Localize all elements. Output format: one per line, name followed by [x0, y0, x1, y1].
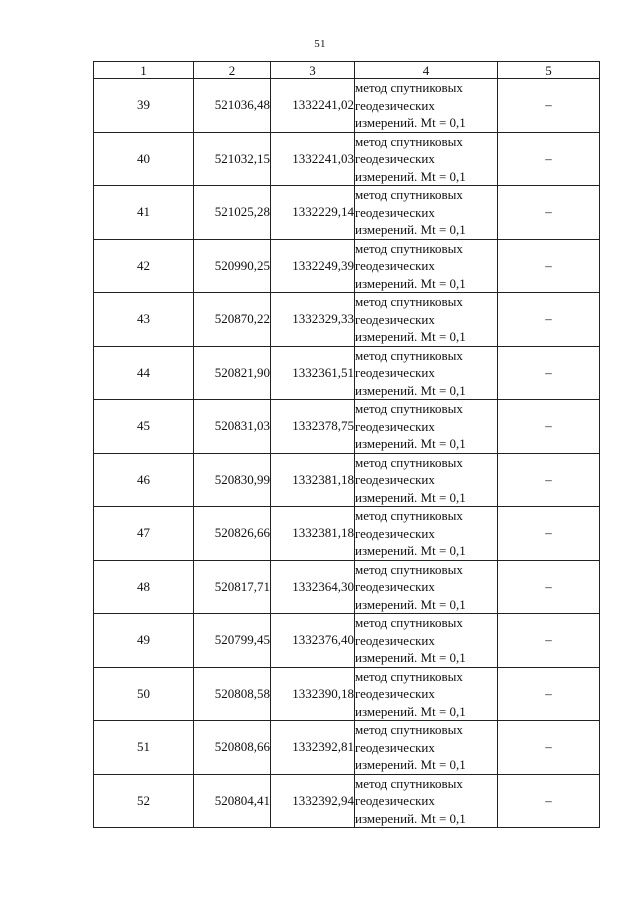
note-cell: – [498, 400, 600, 454]
point-number: 39 [94, 79, 194, 133]
point-number: 52 [94, 774, 194, 828]
note-cell: – [498, 79, 600, 133]
coordinate-x: 520821,90 [194, 346, 271, 400]
point-number: 46 [94, 453, 194, 507]
method-line-1: метод спутниковых [355, 722, 463, 737]
table-row [94, 614, 600, 668]
table-row [94, 560, 600, 614]
coordinates-table [93, 61, 600, 828]
note-cell: – [498, 721, 600, 775]
method-line-2: геодезических [355, 632, 435, 648]
method-cell [355, 239, 498, 293]
coordinate-x: 520830,99 [194, 453, 271, 507]
method-line-2: геодезических [355, 151, 435, 166]
coordinate-y: 1332381,18 [271, 453, 355, 507]
note-cell: – [498, 667, 600, 721]
note-cell: – [498, 239, 600, 293]
header-col-1: 1 [94, 62, 194, 79]
coordinate-y: 1332364,30 [271, 560, 355, 614]
method-line-2: геодезических [355, 525, 435, 541]
point-number: 44 [94, 346, 194, 400]
method-line-2: геодезических [355, 204, 435, 220]
coordinate-x: 520817,71 [194, 560, 271, 614]
method-line-3: измерений. Mt = 0,1 [355, 489, 466, 505]
coordinate-x: 520990,25 [194, 239, 271, 293]
table-row [94, 667, 600, 721]
method-line-3: измерений. Mt = 0,1 [355, 543, 466, 558]
method-line-2: геодезических [355, 365, 435, 380]
point-number: 45 [94, 400, 194, 454]
method-line-3: измерений. Mt = 0,1 [355, 329, 466, 344]
method-cell [355, 507, 498, 561]
coordinate-y: 1332390,18 [271, 667, 355, 721]
coordinate-x: 520826,66 [194, 507, 271, 561]
method-line-1: метод спутниковых [355, 347, 463, 363]
method-cell [355, 774, 498, 828]
method-cell [355, 667, 498, 721]
point-number: 43 [94, 293, 194, 347]
method-cell [355, 560, 498, 614]
table-row [94, 721, 600, 775]
method-line-2: геодезических [355, 579, 435, 594]
note-cell: – [498, 293, 600, 347]
method-line-1: метод спутниковых [355, 240, 463, 256]
coordinate-x: 520804,41 [194, 774, 271, 828]
method-line-1: метод спутниковых [355, 454, 463, 470]
coordinate-y: 1332329,33 [271, 293, 355, 347]
method-line-1: метод спутниковых [355, 187, 463, 202]
table-row [94, 132, 600, 186]
method-line-3: измерений. Mt = 0,1 [355, 275, 466, 291]
coordinate-x: 520808,66 [194, 721, 271, 775]
method-cell [355, 79, 498, 133]
method-cell [355, 721, 498, 775]
method-line-2: геодезических [355, 418, 435, 434]
note-cell: – [498, 614, 600, 668]
table-row [94, 400, 600, 454]
note-cell: – [498, 186, 600, 240]
method-line-1: метод спутниковых [355, 668, 463, 684]
table-row [94, 774, 600, 828]
header-row [94, 62, 600, 79]
method-line-3: измерений. Mt = 0,1 [355, 436, 466, 451]
table-row [94, 453, 600, 507]
coordinate-x: 520799,45 [194, 614, 271, 668]
method-line-3: измерений. Mt = 0,1 [355, 222, 466, 237]
point-number: 48 [94, 560, 194, 614]
coordinate-y: 1332381,18 [271, 507, 355, 561]
method-line-3: измерений. Mt = 0,1 [355, 810, 466, 826]
method-line-2: геодезических [355, 686, 435, 701]
method-line-2: геодезических [355, 258, 435, 273]
method-line-2: геодезических [355, 97, 435, 113]
table-row [94, 239, 600, 293]
method-line-3: измерений. Mt = 0,1 [355, 382, 466, 398]
method-line-1: метод спутниковых [355, 508, 463, 523]
method-line-1: метод спутниковых [355, 775, 463, 791]
method-line-2: геодезических [355, 793, 435, 808]
point-number: 51 [94, 721, 194, 775]
coordinate-y: 1332392,94 [271, 774, 355, 828]
note-cell: – [498, 774, 600, 828]
coordinate-y: 1332392,81 [271, 721, 355, 775]
header-col-3: 3 [271, 62, 355, 79]
method-line-1: метод спутниковых [355, 561, 463, 577]
method-cell [355, 132, 498, 186]
coordinate-x: 521032,15 [194, 132, 271, 186]
method-line-3: измерений. Mt = 0,1 [355, 596, 466, 612]
coordinate-x: 520808,58 [194, 667, 271, 721]
note-cell: – [498, 346, 600, 400]
method-line-1: метод спутниковых [355, 401, 463, 416]
coordinate-y: 1332378,75 [271, 400, 355, 454]
coordinate-x: 520831,03 [194, 400, 271, 454]
coordinate-x: 521025,28 [194, 186, 271, 240]
method-line-3: измерений. Mt = 0,1 [355, 115, 466, 130]
coordinate-y: 1332241,02 [271, 79, 355, 133]
method-line-1: метод спутниковых [355, 615, 463, 630]
method-line-1: метод спутниковых [355, 133, 463, 149]
note-cell: – [498, 453, 600, 507]
method-line-2: геодезических [355, 311, 435, 327]
header-col-2: 2 [194, 62, 271, 79]
point-number: 47 [94, 507, 194, 561]
method-cell [355, 614, 498, 668]
method-line-3: измерений. Mt = 0,1 [355, 168, 466, 184]
page-number: 51 [314, 38, 326, 50]
method-line-2: геодезических [355, 472, 435, 487]
coordinate-y: 1332249,39 [271, 239, 355, 293]
method-cell [355, 400, 498, 454]
method-line-2: геодезических [355, 739, 435, 755]
coordinate-x: 520870,22 [194, 293, 271, 347]
coordinate-x: 521036,48 [194, 79, 271, 133]
table-row [94, 186, 600, 240]
point-number: 40 [94, 132, 194, 186]
coordinate-y: 1332361,51 [271, 346, 355, 400]
method-cell [355, 186, 498, 240]
table-row [94, 507, 600, 561]
method-cell [355, 346, 498, 400]
method-line-1: метод спутниковых [355, 80, 463, 95]
table-row [94, 293, 600, 347]
point-number: 41 [94, 186, 194, 240]
header-col-4: 4 [355, 62, 498, 79]
point-number: 50 [94, 667, 194, 721]
header-col-5: 5 [498, 62, 600, 79]
method-line-3: измерений. Mt = 0,1 [355, 757, 466, 772]
method-line-3: измерений. Mt = 0,1 [355, 650, 466, 665]
table-row [94, 79, 600, 133]
method-line-3: измерений. Mt = 0,1 [355, 703, 466, 719]
method-cell [355, 453, 498, 507]
point-number: 42 [94, 239, 194, 293]
point-number: 49 [94, 614, 194, 668]
table-row [94, 346, 600, 400]
method-cell [355, 293, 498, 347]
coordinate-y: 1332229,14 [271, 186, 355, 240]
note-cell: – [498, 132, 600, 186]
table-body [94, 79, 600, 828]
note-cell: – [498, 507, 600, 561]
coordinate-y: 1332376,40 [271, 614, 355, 668]
table-header [94, 62, 600, 79]
coordinate-y: 1332241,03 [271, 132, 355, 186]
note-cell: – [498, 560, 600, 614]
method-line-1: метод спутниковых [355, 294, 463, 309]
